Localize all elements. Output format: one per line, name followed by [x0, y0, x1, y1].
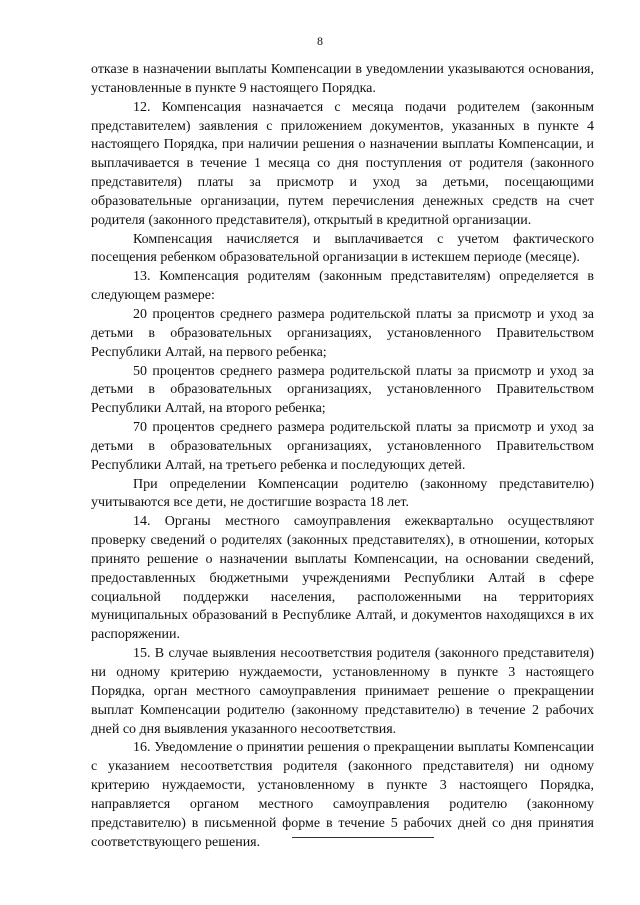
paragraph-rate-third-child: 70 процентов среднего размера родительской платы за присмотр и уход за детьми в образовательных организациях, установленного Правительством Республики Алтай, на третьего ребенка и последующих детей. [91, 420, 594, 473]
paragraph-item-12: 12. Компенсация назначается с месяца подачи родителем (законным представителем) заявления с приложением документов, указанных в пункте 4 настоящего Порядка, при наличии решения о назначении выплаты Компенсации, и выплачивается в течение 1 месяца со дня поступления от родителя (законного представителя) платы за присмотр и уход за детьми, посещающими образовательные организации, путем перечисления денежных средств на счет родителя (законного представителя), открытый в кредитной организации. [91, 99, 594, 228]
paragraph-item-13: 13. Компенсация родителям (законным представителям) определяется в следующем размере: [91, 269, 594, 304]
paragraph-item-14: 14. Органы местного самоуправления ежеквартально осуществляют проверку сведений о родителях (законных представителях), в отношении, которых принято решение о назначении выплаты Компенсации, на основании сведений, предоставленных бюджетными учреждениями Республики Алтай в сфере социальной поддержки населения, расположенными на территориях муниципальных образований в Республике Алтай, и документов находящихся в их распоряжении. [91, 514, 594, 643]
paragraph-compensation-accrual: Компенсация начисляется и выплачивается с учетом фактического посещения ребенком образовательной организации в истекшем периоде (месяце). [91, 231, 594, 266]
document-body [91, 61, 594, 852]
paragraph-rate-first-child: 20 процентов среднего размера родительской платы за присмотр и уход за детьми в образовательных организациях, установленного Правительством Республики Алтай, на первого ребенка; [91, 306, 594, 360]
paragraph-children-counted: При определении Компенсации родителю (законному представителю) учитываются все дети, не достигшие возраста 18 лет. [91, 476, 594, 511]
page-number: 8 [317, 34, 323, 48]
paragraph-rate-second-child: 50 процентов среднего размера родительской платы за присмотр и уход за детьми в образовательных организациях, установленного Правительством Республики Алтай, на второго ребенка; [91, 363, 594, 417]
paragraph-item-16: 16. Уведомление о принятии решения о прекращении выплаты Компенсации с указанием несоответствия родителя (законного представителя) ни одному критерию нуждаемости, установленному в пункте 3 настоящего Порядка, направляется органом местного самоуправления родителю (законному представителю) в письменной форме в течение 5 рабочих дней со дня принятия соответствующего решения. [91, 740, 594, 850]
paragraph-continuation: отказе в назначении выплаты Компенсации в уведомлении указываются основания, установленные в пункте 9 настоящего Порядка. [91, 62, 594, 96]
paragraph-item-15: 15. В случае выявления несоответствия родителя (законного представителя) ни одному критерию нуждаемости, установленному в пункте 3 настоящего Порядка, орган местного самоуправления принимает решение о прекращении выплат Компенсации родителю (законному представителю) в течение 2 рабочих дней со дня выявления указанного несоответствия. [91, 646, 594, 737]
end-divider-line [292, 837, 434, 838]
